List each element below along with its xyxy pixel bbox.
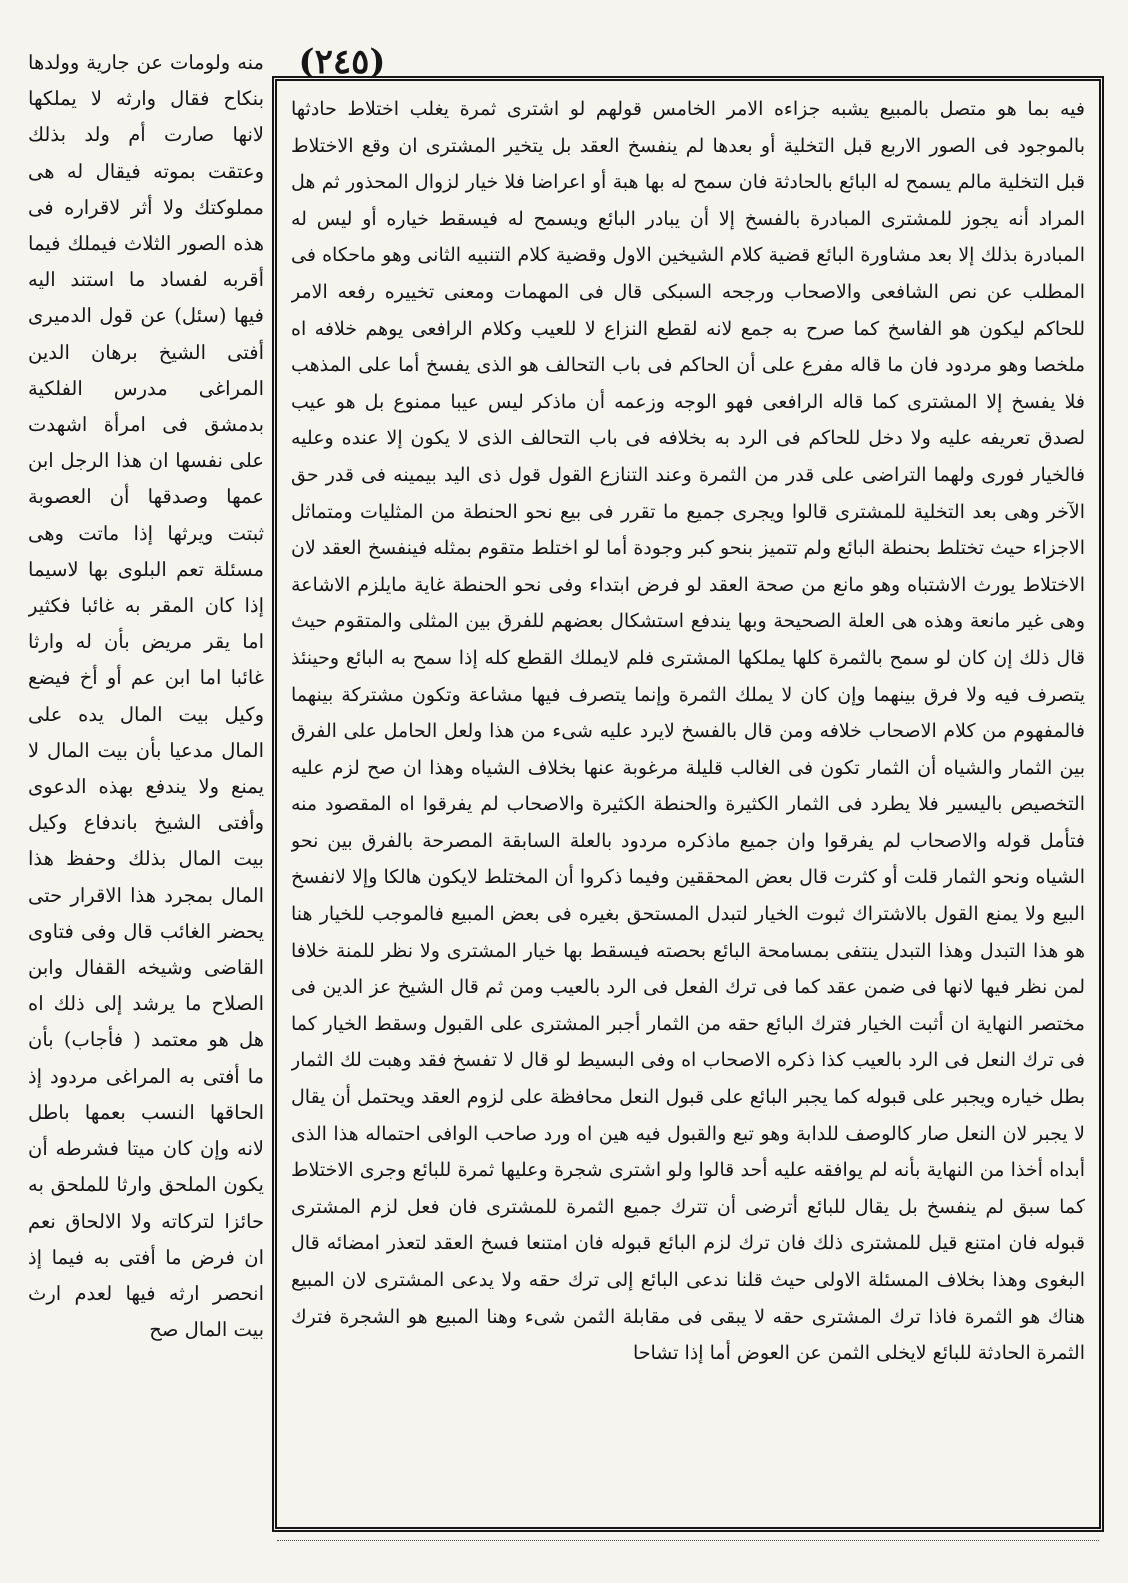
main-text-frame: [272, 76, 1104, 1532]
margin-paragraph: منه ولومات عن جارية وولدها بنكاح فقال وارثه لا يملكها لانها صارت أم ولد بذلك وعتقت بموته فيقال له هى مملوكتك ولا أثر لاقراره فى هذه الصور الثلاث فيملك فيما أقربه لفساد ما استند اليه فيها (سئل) عن قول الدميرى أفتى الشيخ برهان الدين المراغى مدرس الفلكية بدمشق فى امرأة اشهدت على نفسها ان هذا الرجل ابن عمها وصدقها أن العصوبة ثبتت ويرثها إذا ماتت وهى مسئلة تعم البلوى بها لاسيما إذا كان المقر به غائبا فكثير اما يقر مريض بأن له وارثا غائبا اما ابن عم أو أخ فيضع وكيل بيت المال يده على المال مدعيا بأن بيت المال لا يمنع ولا يندفع بهذه الدعوى وأفتى الشيخ باندفاع وكيل بيت المال بذلك وحفظ هذا المال بمجرد هذا الاقرار حتى يحضر الغائب قال وفى فتاوى القاضى وشيخه القفال وابن الصلاح ما يرشد إلى ذلك اه هل هو معتمد ( فأجاب) بأن ما أفتى به المراغى مردود إذ الحاقها النسب بعمها باطل لانه وإن كان ميتا فشرطه أن يكون الملحق وارثا للملحق به حائزا لتركاته ولا الالحاق نعم ان فرض ما أفتى به فيما إذ انحصر ارثه فيها لعدم ارث بيت المال صح: [28, 51, 264, 1342]
page-number: (٢٤٥): [298, 42, 386, 82]
main-text-column: [291, 91, 1085, 1517]
margin-commentary-column: [28, 45, 264, 1535]
main-paragraph: فيه بما هو متصل بالمبيع يشبه جزاءه الامر الخامس قولهم لو اشترى ثمرة يغلب اختلاط حادثها بالموجود فى الصور الاربع قبل التخلية أو بعدها لم ينفسخ العقد بل يتخير المشترى ان وقع الاختلاط قبل التخلية مالم يسمح له البائع بالحادثة فان سمح له بها هبة أو اعراضا فلا خيار لزوال المحذور ثم هل المراد أنه يجوز للمشترى المبادرة بالفسخ إلا أن يبادر البائع ويسمح له فيسقط خياره أو ليس له المبادرة بذلك إلا بعد مشاورة البائع قضية كلام الشيخين الاول وقضية كلام التنبيه الثانى وهو ماحكاه فى المطلب عن نص الشافعى والاصحاب ورجحه السبكى قال فى المهمات ومعنى تخييره رفعه الامر للحاكم ليكون هو الفاسخ كما صرح به جمع لانه لقطع النزاع لا للعيب وكلام الرافعى يوهم خلافه اه ملخصا وهو مردود فان ما قاله مفرع على أن الحاكم فى باب التحالف هو الذى يفسخ أما على المذهب فلا يفسخ إلا المشترى كما قاله الرافعى فهو الوجه وزعمه أن ماذكر ليس عيبا ممنوع بل هو عيب لصدق تعريفه عليه ولا دخل للحاكم فى الرد به بخلافه فى باب التحالف الذى لا يكون إلا عنده وعليه فالخيار فورى ولهما التراضى على قدر من الثمرة وعند التنازع القول قول ذى اليد بيمينه فى قدر حق الآخر وهى بعد التخلية للمشترى قالوا ويجرى جميع ما تقرر فى بيع نحو الحنطة من المثليات ومتماثل الاجزاء حيث تختلط بحنطة البائع ولم تتميز بنحو كبر وجودة أما لو اختلط متقوم بمثله فينفسخ العقد لان الاختلاط يورث الاشتباه وهو مانع من صحة العقد لو فرض ابتداء وفى نحو الحنطة غاية مايلزم الاشاعة وهى غير مانعة وهذه هى العلة الصحيحة وبها يندفع استشكال بعضهم للفرق بين المثلى والمتقوم حيث قال ذلك إن كان لو سمح بالثمرة كلها يملكها المشترى فلم لايملك القطع كله إذا سمح به البائع وحينئذ يتصرف فيه ولا فرق بينهما وإن كان لا يملك الثمرة وإنما يتصرف فيها مشاعة وتكون مشتركة بينهما فالمفهوم من كلام الاصحاب خلافه ومن قال بالفسخ لايرد عليه شىء من هذا ولعل الحامل على الفرق بين الثمار والشياه أن الثمار تكون فى الغالب قليلة مرغوبة عنها بخلاف الشياه وهذا ان صح لزم عليه التخصيص باليسير فلا يطرد فى الثمار الكثيرة والحنطة الكثيرة والاصحاب لم يفرقوا اه المقصود منه فتأمل قوله والاصحاب لم يفرقوا وان جميع ماذكره مردود بالعلة السابقة المصرحة بالفرق بين نحو الشياه ونحو الثمار قلت أو كثرت قال بعض المحققين وفيما ذكروا أن المختلط لايكون هالكا وإلا لانفسخ البيع ولا يمنع القول بالاشتراك ثبوت الخيار لتبدل المستحق بغيره فى بعض المبيع فالموجب للخيار هنا هو هذا التبدل وهذا التبدل ينتفى بمسامحة البائع بحصته فيسقط بها خيار المشترى ولا نظر للمنة خلافا لمن نظر فيها لانها فى ضمن عقد كما فى ترك الفعل فى الرد بالعيب ومن ثم قال الشيخ عز الدين فى مختصر النهاية ان أثبت الخيار فترك البائع حقه من الثمار أجبر المشترى على القبول وسقط الخيار كما فى ترك النعل فى الرد بالعيب كذا ذكره الاصحاب اه وفى البسيط لو قال لا تفسخ فقد وهبت لك الثمار بطل خياره ويجبر على قبوله كما يجبر البائع على قبول النعل محافظة على لزوم العقد ويحتمل أن يقال لا يجبر لان النعل صار كالوصف للدابة وهو تبع والقبول فيه هين اه ورد صاحب الوافى احتماله هذا الذى أبداه أخذا من النهاية بأنه لم يوافقه عليه أحد قالوا ولو اشترى شجرة وعليها ثمرة للبائع وجرى الاختلاط كما سبق لم ينفسخ بل يقال للبائع أترضى أن تترك جميع الثمرة للمشترى فان فعل لزم المشترى قبوله فان امتنع قيل للمشترى ذلك فان ترك لزم البائع قبوله فان امتنعا فسخ العقد لتعذر امضائه قال البغوى وهذا بخلاف المسئلة الاولى حيث قلنا ندعى البائع إلى ترك حقه ولا يدعى المشترى لان المبيع هناك هو الثمرة فاذا ترك المشترى حقه لا يبقى فى مقابلة الثمن شىء وهنا المبيع هو الشجرة فترك الثمرة الحادثة للبائع لايخلى الثمن عن العوض أما إذا تشاحا: [291, 98, 1085, 1365]
